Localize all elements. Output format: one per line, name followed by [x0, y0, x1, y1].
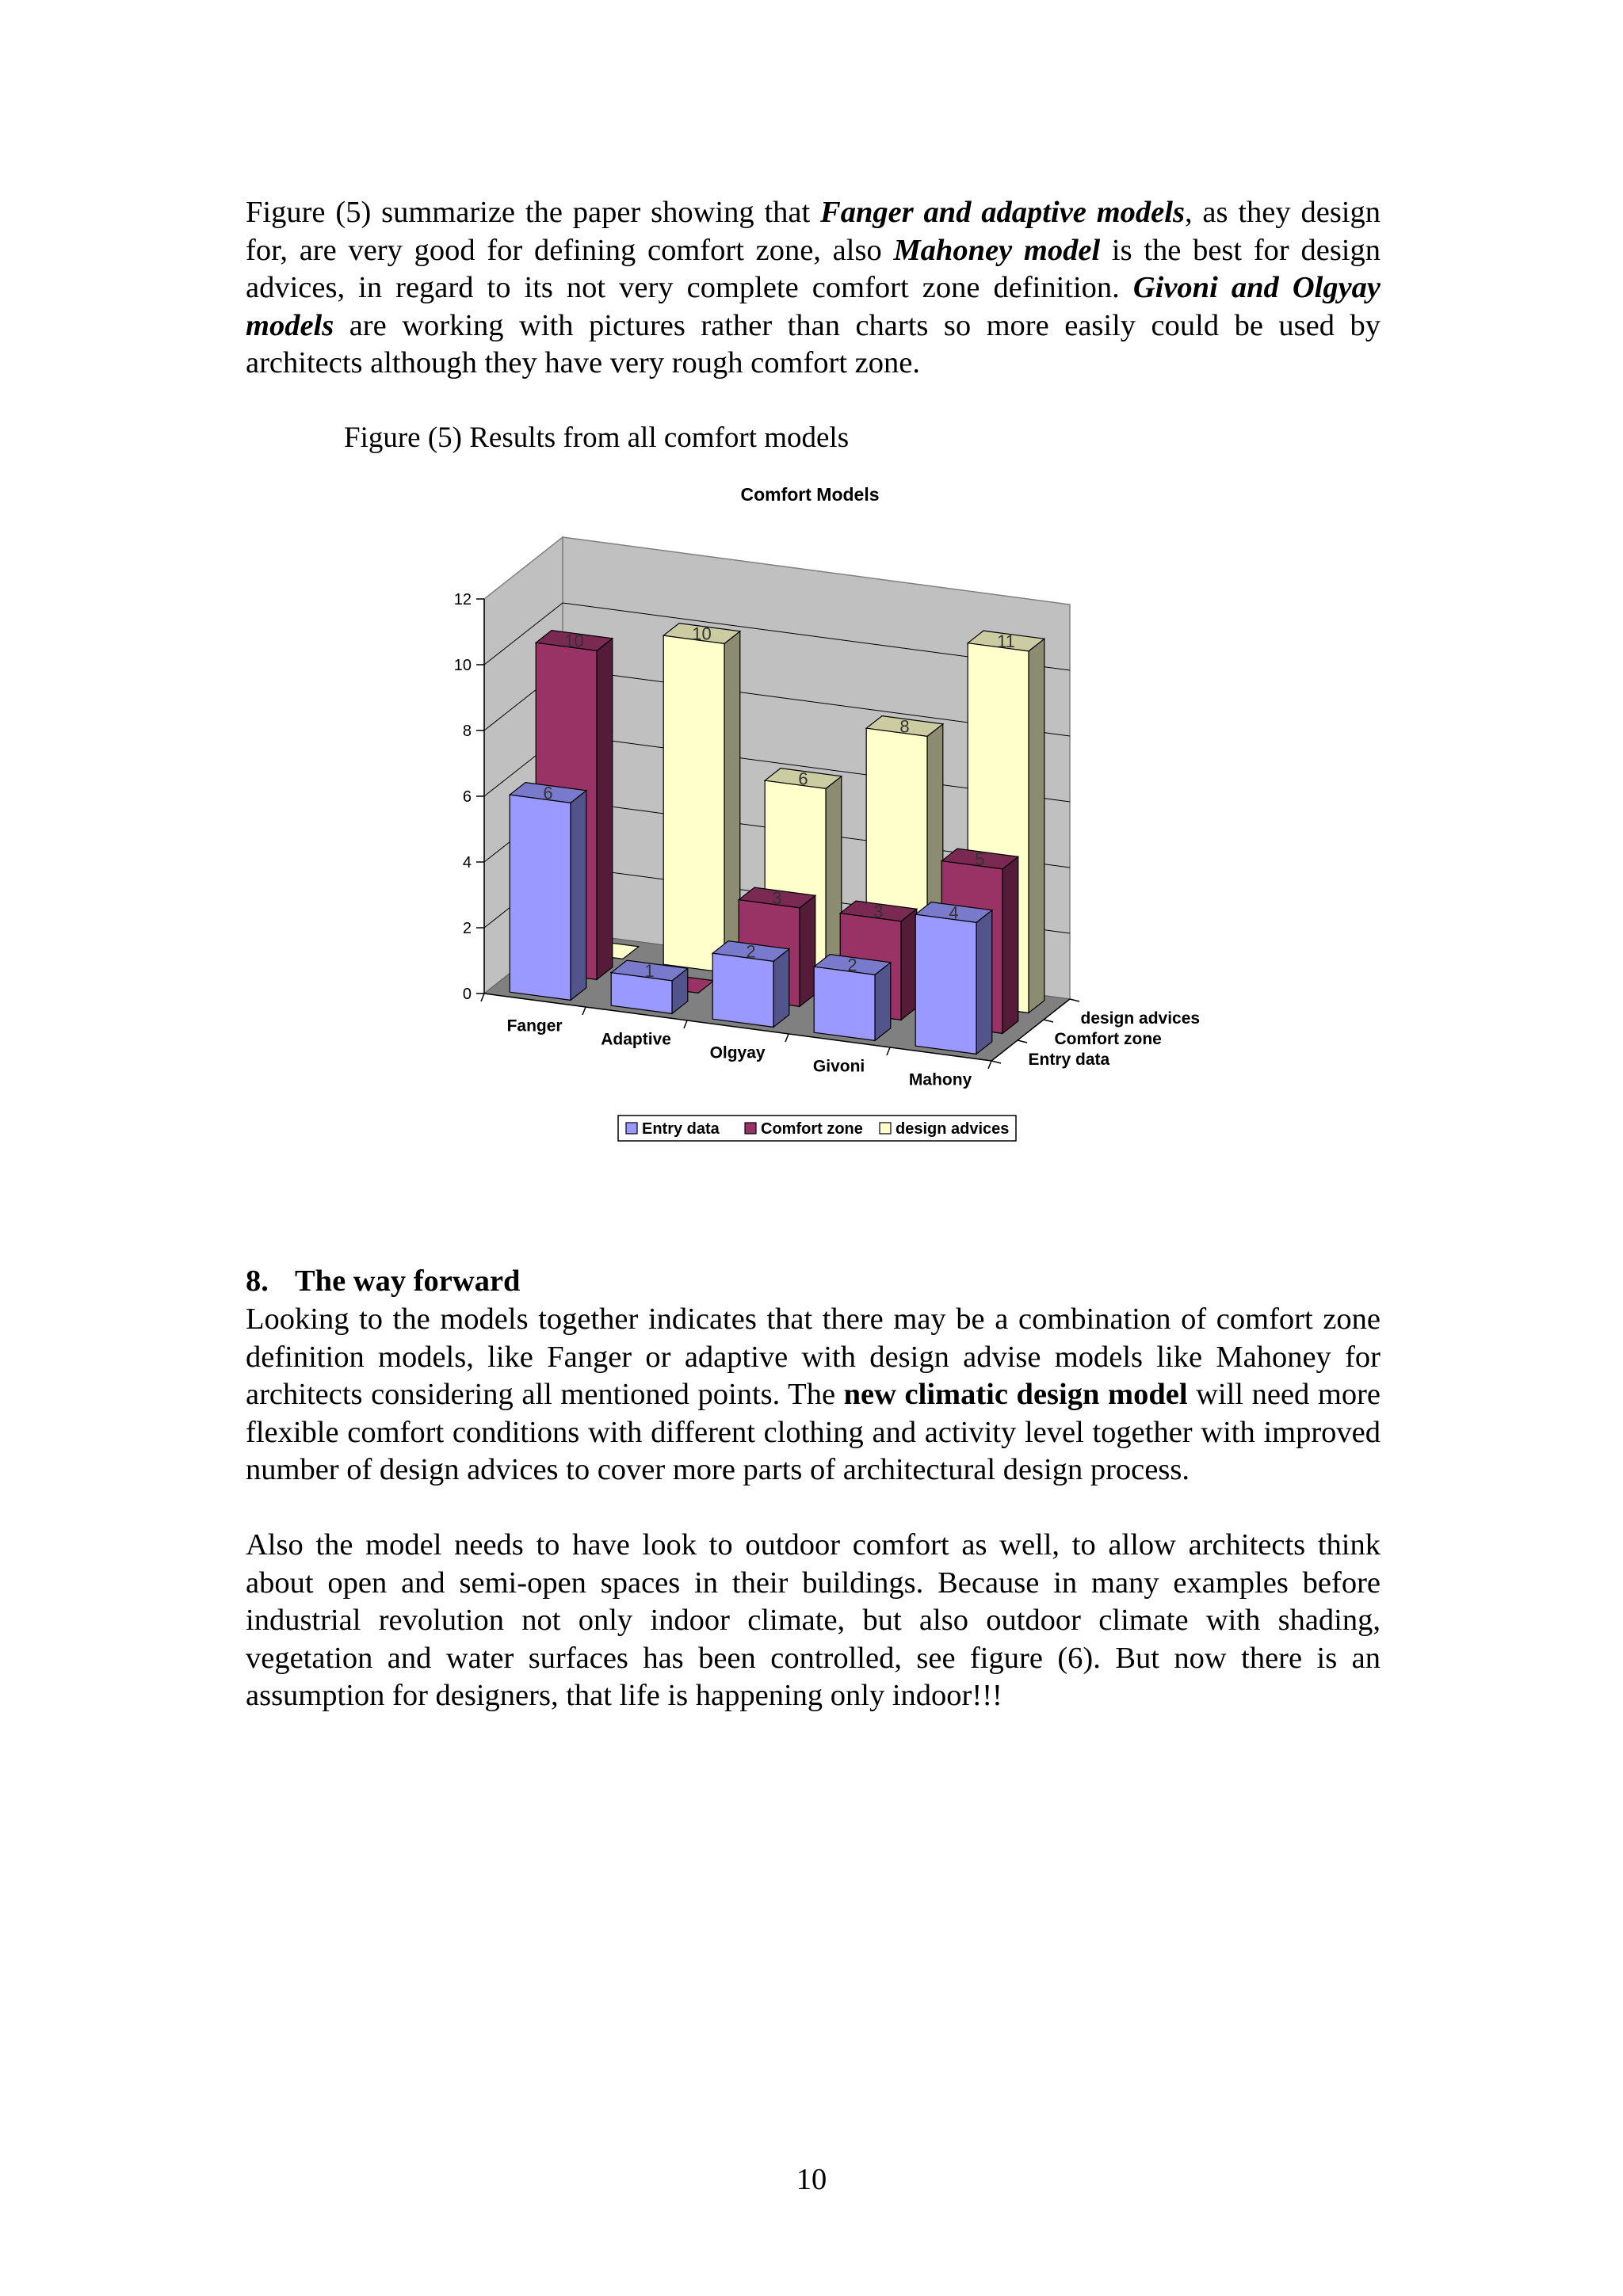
bar-entry-data	[915, 902, 992, 1055]
legend-label: Entry data	[642, 1120, 720, 1138]
legend-swatch	[626, 1123, 637, 1134]
depth-tick-label: design advices	[1080, 1009, 1201, 1028]
data-label: 4	[949, 902, 959, 923]
x-tick-mark	[684, 1020, 687, 1028]
y-tick-label: 10	[453, 657, 472, 674]
bar-entry-data	[814, 955, 891, 1041]
data-label: 10	[692, 624, 712, 644]
paragraph-way-forward	[246, 1301, 1381, 1489]
y-tick-label: 4	[462, 854, 472, 871]
legend-item	[880, 1120, 1009, 1138]
data-label: 10	[564, 631, 584, 651]
data-label: 2	[847, 955, 857, 975]
y-tick-label: 12	[453, 591, 472, 608]
text-run: will need more flexible comfort conditions with different clothing and activity level together with improved number of design advices to cover more parts of architectural design process.	[246, 1378, 1381, 1486]
emphasis-fanger-adaptive: Fanger and adaptive models	[820, 196, 1185, 229]
bar-design-advices	[663, 624, 740, 973]
x-tick-label: Adaptive	[601, 1030, 671, 1049]
legend-label: Comfort zone	[761, 1120, 863, 1138]
bar-entry-data	[510, 783, 586, 1001]
depth-tick-mark	[991, 1061, 1001, 1063]
data-label: 6	[543, 783, 553, 803]
section-number: 8.	[246, 1264, 269, 1298]
data-label: 6	[798, 769, 808, 789]
chart-title: Comfort Models	[740, 484, 880, 505]
y-tick-label: 0	[462, 986, 472, 1003]
y-tick-label: 8	[462, 723, 472, 740]
x-tick-label: Givoni	[812, 1057, 865, 1076]
depth-tick-mark	[1044, 1020, 1053, 1022]
depth-tick-mark	[1018, 1040, 1027, 1043]
legend-item	[745, 1120, 863, 1138]
text-run: Figure (5) summarize the paper showing that	[246, 196, 821, 229]
page-number: 10	[796, 2163, 827, 2196]
text-run: is the best for design advices, in regard to its not very complete comfort zone definition.	[246, 233, 1381, 304]
text-run: , as they design for, are very good for defining comfort zone, also	[246, 196, 1381, 267]
x-tick-mark	[887, 1047, 890, 1055]
section-heading	[246, 1263, 520, 1301]
chart-legend	[618, 1116, 1016, 1141]
legend-swatch	[880, 1123, 891, 1134]
x-tick-mark	[988, 1061, 991, 1069]
paragraph-outdoor-comfort: Also the model needs to have look to outdoor comfort as well, to allow architects think about open and semi-open spaces in their buildings. Because in many examples before industrial revolution not only indoor climate, but also outdoor climate with shading, vegetation and water surfaces has been controlled, see figure (6). But now there is an assumption for designers, that life is happening only indoor!!!	[246, 1528, 1381, 1712]
emphasis-givoni-olgyay: Givoni and Olgyay models	[246, 271, 1381, 342]
y-tick-label: 6	[462, 788, 472, 806]
x-tick-mark	[481, 994, 484, 1001]
data-label: 5	[975, 849, 985, 869]
text-run: Looking to the models together indicates that there may be a combination of comfort zone definition models, like Fanger or adaptive with design advise models like Mahoney for architects considering all mentioned points. The	[246, 1302, 1381, 1411]
data-label: 1	[644, 961, 655, 981]
bar-entry-data	[712, 941, 789, 1028]
section-title: The way forward	[295, 1264, 521, 1298]
y-tick-label: 2	[462, 920, 472, 937]
data-label: 3	[873, 902, 884, 921]
x-tick-mark	[785, 1034, 789, 1042]
legend-label: design advices	[896, 1120, 1010, 1138]
emphasis-new-model: new climatic design model	[843, 1378, 1188, 1411]
depth-tick-label: Comfort zone	[1054, 1030, 1162, 1048]
text-run: are working with pictures rather than charts so more easily could be used by architects although they have very rough comfort zone.	[246, 308, 1381, 379]
figure-caption: Figure (5) Results from all comfort models	[344, 421, 850, 454]
x-tick-label: Fanger	[506, 1016, 563, 1035]
depth-tick-mark	[1070, 999, 1079, 1001]
depth-tick-label: Entry data	[1028, 1051, 1110, 1069]
bar-entry-data	[611, 960, 688, 1013]
data-label: 8	[899, 716, 910, 737]
emphasis-mahoney: Mahoney model	[893, 233, 1101, 267]
x-tick-label: Olgyay	[709, 1043, 766, 1062]
legend-swatch	[745, 1123, 756, 1134]
data-label: 3	[772, 888, 782, 908]
x-tick-mark	[582, 1007, 586, 1015]
data-label: 2	[746, 941, 756, 962]
x-tick-label: Mahony	[908, 1070, 972, 1089]
data-label: 11	[997, 631, 1015, 651]
